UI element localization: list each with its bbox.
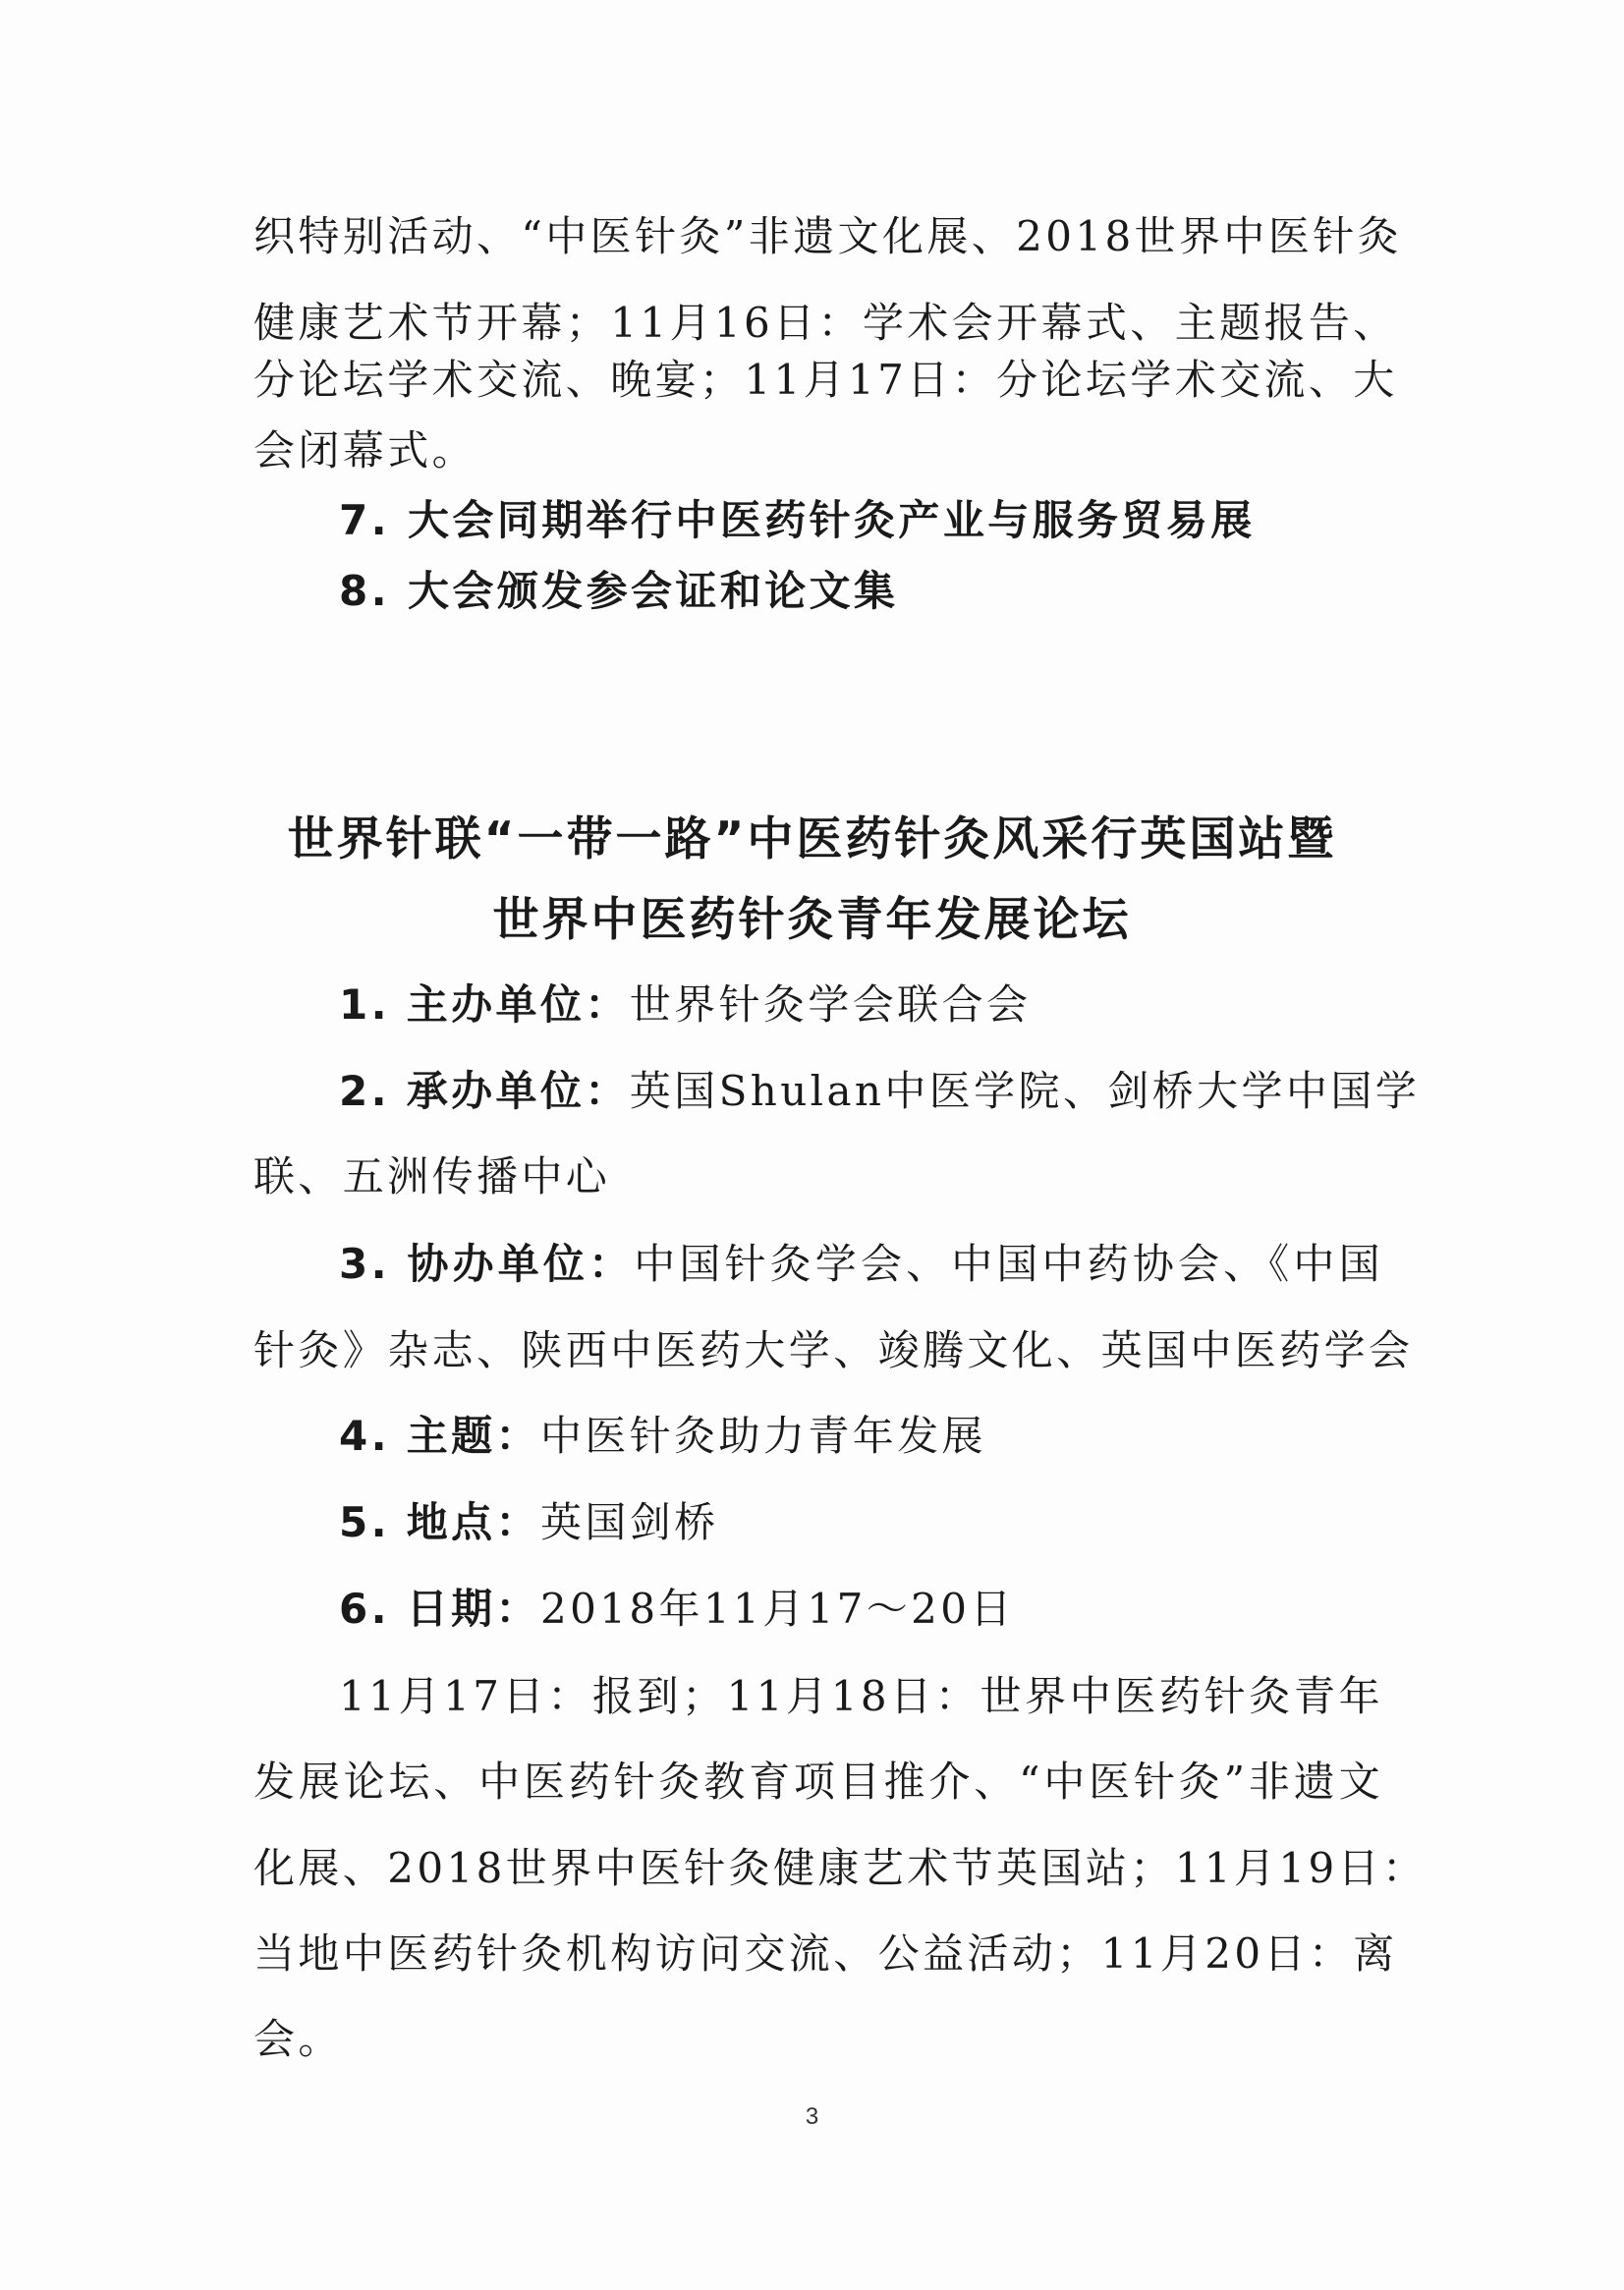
paragraph-line: 健康艺术节开幕；11月16日：学术会开幕式、主题报告、 — [253, 299, 1398, 347]
paragraph-line: 分论坛学术交流、晚宴；11月17日：分论坛学术交流、大 — [253, 356, 1398, 404]
item-value: 中医针灸助力青年发展 — [539, 1412, 986, 1460]
paragraph-line: 会。 — [253, 2015, 343, 2063]
item-number: 3. — [339, 1240, 390, 1288]
item-label: 地点： — [406, 1498, 540, 1546]
item-value: 英国剑桥 — [539, 1498, 719, 1546]
section-title-line-1: 世界针联“一带一路”中医药针灸风采行英国站暨 — [287, 812, 1337, 866]
item-value: 世界针灸学会联合会 — [629, 980, 1032, 1029]
item-value: 英国Shulan中医学院、剑桥大学中国学 — [629, 1067, 1421, 1115]
item-number: 1. — [339, 980, 390, 1029]
item-number: 5. — [339, 1498, 390, 1546]
section-title-line-2: 世界中医药针灸青年发展论坛 — [492, 893, 1132, 947]
list-item — [339, 1581, 1383, 1638]
list-item — [339, 492, 1383, 549]
item-label: 主办单位： — [406, 980, 630, 1029]
paragraph-line: 化展、2018世界中医针灸健康艺术节英国站；11月19日： — [253, 1844, 1428, 1892]
item-label: 协办单位： — [407, 1240, 635, 1288]
item-value: 2018年11月17～20日 — [539, 1585, 1015, 1633]
list-item — [339, 1063, 1421, 1120]
item-number: 4. — [339, 1412, 390, 1460]
item-label: 大会同期举行中医药针灸产业与服务贸易展 — [408, 496, 1256, 544]
item-label: 承办单位： — [406, 1067, 630, 1115]
item-number: 2. — [339, 1067, 390, 1115]
item-label: 日期： — [406, 1585, 540, 1633]
item-value: 中国针灸学会、中国中药协会、《中国 — [634, 1240, 1383, 1288]
list-item — [339, 1408, 1383, 1465]
item-label: 大会颁发参会证和论文集 — [408, 567, 899, 615]
item-label: 主题： — [406, 1412, 540, 1460]
paragraph-line: 当地中医药针灸机构访问交流、公益活动；11月20日：离 — [253, 1929, 1398, 1978]
list-item — [339, 1236, 1383, 1293]
paragraph-line: 11月17日：报到；11月18日：世界中医药针灸青年 — [339, 1672, 1383, 1720]
page-number: 3 — [805, 2103, 819, 2130]
list-item — [339, 977, 1383, 1033]
paragraph-line: 织特别活动、“中医针灸”非遗文化展、2018世界中医针灸 — [253, 212, 1403, 260]
item-number: 6. — [339, 1585, 390, 1633]
paragraph-line: 会闭幕式。 — [253, 426, 477, 475]
item-number: 8. — [339, 567, 390, 615]
paragraph-line: 发展论坛、中医药针灸教育项目推介、“中医针灸”非遗文 — [253, 1758, 1383, 1806]
item-continuation: 联、五洲传播中心 — [253, 1152, 611, 1201]
item-continuation: 针灸》杂志、陕西中医药大学、竣腾文化、英国中医药学会 — [253, 1326, 1414, 1374]
list-item — [339, 563, 1383, 620]
item-number: 7. — [339, 496, 390, 544]
list-item — [339, 1494, 1383, 1551]
